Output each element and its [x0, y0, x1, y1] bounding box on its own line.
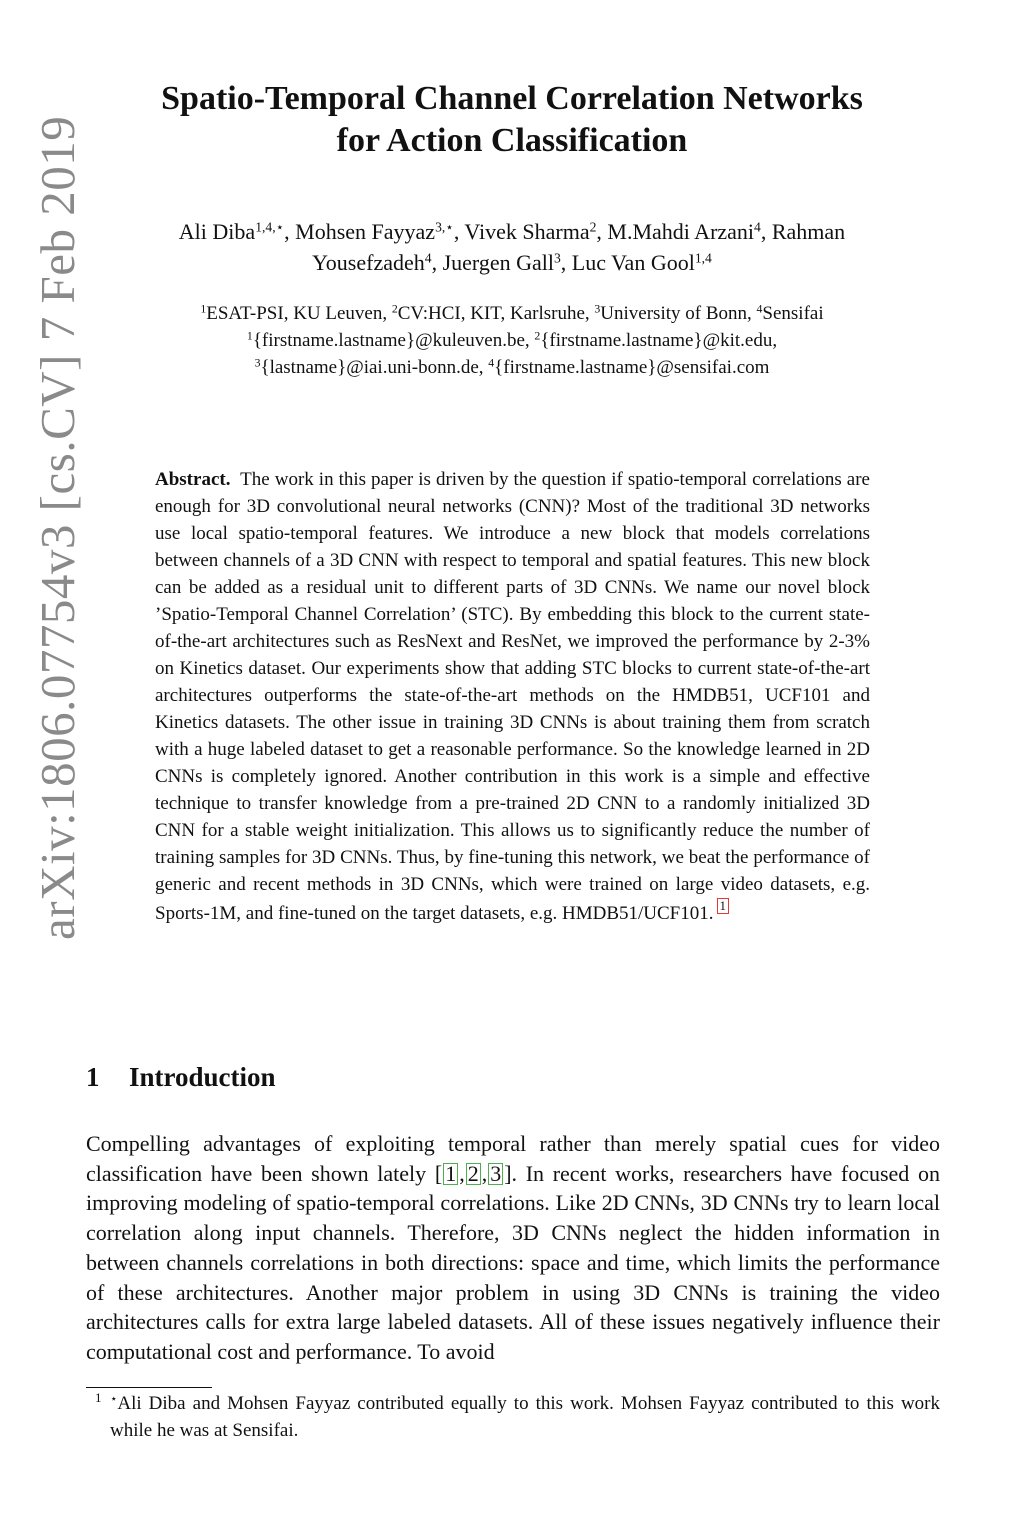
affiliation-institutions	[86, 300, 938, 327]
section-heading	[86, 1060, 276, 1094]
author-name: , Rahman	[760, 219, 846, 244]
affiliation-mark: 1	[200, 302, 207, 316]
author-affiliation-mark: 3	[553, 250, 561, 266]
email: {lastname}@iai.uni-bonn.de,	[260, 357, 489, 378]
author-name: Ali Diba	[178, 219, 256, 244]
author-name: , Vivek Sharma	[453, 219, 590, 244]
equal-contribution-mark: ⋆	[110, 1392, 118, 1406]
affiliation-emails-1	[86, 327, 938, 354]
footnote-text: Ali Diba and Mohsen Fayyaz contributed equally to this work. Mohsen Fayyaz contributed to this work while he was at Sensifai.	[110, 1393, 940, 1441]
paper-title	[86, 78, 938, 162]
title-line-1: Spatio-Temporal Channel Correlation Networks	[161, 80, 863, 117]
author-line-2	[86, 247, 938, 278]
footnote-number: 1	[95, 1390, 102, 1405]
author-line-1	[86, 216, 938, 247]
citation-separator: ,	[481, 1160, 488, 1186]
institution: CV:HCI, KIT, Karlsruhe,	[397, 303, 595, 324]
author-affiliation-mark: 1,4	[694, 250, 712, 266]
institution: Sensifai	[762, 303, 824, 324]
affiliation-mark: 2	[391, 302, 398, 316]
footnote	[86, 1390, 940, 1444]
author-affiliation-mark: 3,⋆	[435, 219, 454, 235]
affiliation-emails-2	[86, 354, 938, 381]
author-name: Yousefzadeh	[312, 250, 425, 275]
author-name: , Luc Van Gool	[560, 250, 695, 275]
author-name: , Juergen Gall	[431, 250, 554, 275]
affiliation-mark: 3	[594, 302, 601, 316]
abstract-label: Abstract.	[155, 469, 231, 490]
abstract-text: The work in this paper is driven by the question if spatio-temporal correlations are enough for 3D convolutional neural networks (CNN)? Most of the traditional 3D networks use local spatio-temporal features. We introduce a new block that models correlations between channels of a 3D CNN with respect to temporal and spatial features. This new block can be added as a residual unit to different parts of 3D CNNs. We name our novel block ’Spatio-Temporal Channel Correlation’ (STC). By embedding this block to the current state-of-the-art architectures such as ResNext and ResNet, we improved the performance by 2-3% on Kinetics dataset. Our experiments show that adding STC blocks to current state-of-the-art architectures outperforms the state-of-the-art methods on the HMDB51, UCF101 and Kinetics datasets. The other issue in training 3D CNNs is about training them from scratch with a huge labeled dataset to get a reasonable performance. So the knowledge learned in 2D CNNs is completely ignored. Another contribution in this work is a simple and effective technique to transfer knowledge from a pre-trained 2D CNN to a randomly initialized 3D CNN for a stable weight initialization. This allows us to significantly reduce the number of training samples for 3D CNNs. Thus, by fine-tuning this network, we beat the performance of generic and recent methods in 3D CNNs, which were trained on large video datasets, e.g. Sports-1M, and fine-tuned on the target datasets, e.g. HMDB51/UCF101.	[155, 469, 870, 925]
institution: University of Bonn,	[600, 303, 757, 324]
author-list	[86, 216, 938, 278]
affiliations	[86, 300, 938, 381]
author-affiliation-mark: 4	[754, 219, 761, 235]
arxiv-identifier-stamp: arXiv:1806.07754v3 [cs.CV] 7 Feb 2019	[30, 115, 85, 940]
affiliation-mark: 3	[254, 356, 261, 370]
author-name: , Mohsen Fayyaz	[284, 219, 436, 244]
author-affiliation-mark: 1,4,⋆	[255, 219, 285, 235]
citation-link[interactable]: 1	[445, 1160, 457, 1186]
abstract	[155, 466, 870, 927]
citation-separator: ,	[459, 1160, 465, 1186]
section-title: Introduction	[129, 1062, 276, 1092]
email: {firstname.lastname}@kuleuven.be,	[252, 330, 535, 351]
affiliation-mark: 1	[246, 329, 253, 343]
author-affiliation-mark: 2	[589, 219, 597, 235]
affiliation-mark: 2	[534, 329, 541, 343]
footnote-divider	[86, 1387, 212, 1388]
email: {firstname.lastname}@sensifai.com	[494, 357, 770, 378]
citation-link[interactable]: 2	[467, 1160, 479, 1186]
affiliation-mark: 4	[756, 302, 763, 316]
author-name: , M.Mahdi Arzani	[596, 219, 755, 244]
institution: ESAT-PSI, KU Leuven,	[206, 303, 392, 324]
title-line-2: for Action Classification	[336, 122, 688, 159]
intro-text: ]. In recent works, researchers have focused on improving modeling of spatio-temporal correlations. Like 2D CNNs, 3D CNNs try to learn local correlation along input channels. Therefore, 3D CNNs neglect the hidden information in between channels correlations in both directions: space and time, which limits the performance of these architectures. Another major problem in using 3D CNNs is training the video architectures calls for extra large labeled datasets. All of these issues negatively influence their computational cost and performance. To avoid	[86, 1160, 940, 1364]
affiliation-mark: 4	[488, 356, 495, 370]
footnote-link[interactable]: 1	[717, 898, 730, 914]
citation-link[interactable]: 3	[490, 1160, 502, 1186]
section-number: 1	[86, 1062, 100, 1092]
author-affiliation-mark: 4	[424, 250, 432, 266]
email: {firstname.lastname}@kit.edu,	[540, 330, 778, 351]
introduction-paragraph	[86, 1129, 940, 1367]
intro-text: Compelling advantages of exploiting temporal rather than merely spatial cues for video classification have been shown lately [	[86, 1131, 940, 1186]
